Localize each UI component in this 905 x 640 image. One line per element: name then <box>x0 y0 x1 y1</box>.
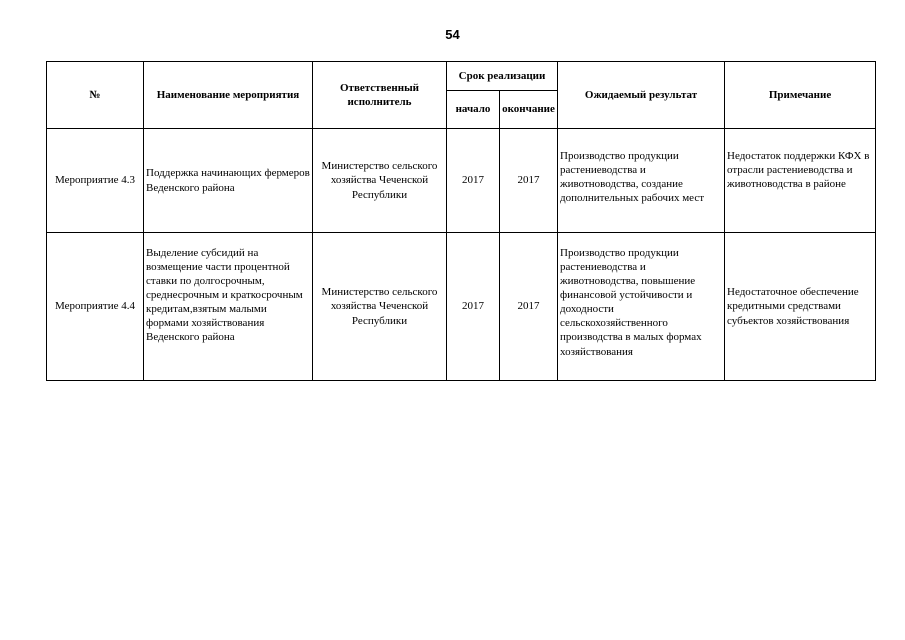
header-start: начало <box>447 91 500 129</box>
table-row <box>47 129 876 233</box>
header-result: Ожидаемый результат <box>558 62 725 129</box>
row-num: Мероприятие 4.4 <box>47 233 144 381</box>
header-executor: Ответственный исполнитель <box>313 62 447 129</box>
row-note: Недостаток поддержки КФХ в отрасли растениеводства и животноводства в районе <box>725 129 876 233</box>
table-row <box>47 233 876 381</box>
header-name: Наименование мероприятия <box>144 62 313 129</box>
header-num: № <box>47 62 144 129</box>
header-note: Примечание <box>725 62 876 129</box>
measures-table <box>46 61 876 381</box>
row-name: Поддержка начинающих фермеров Веденского района <box>144 129 313 233</box>
row-start: 2017 <box>447 233 500 381</box>
row-name: Выделение субсидий на возмещение части процентной ставки по долгосрочным, среднесрочным и краткосрочным кредитам,взятым малыми формами хозяйствования Веденского района <box>144 233 313 381</box>
row-executor: Министерство сельского хозяйства Чеченской Республики <box>313 129 447 233</box>
row-end: 2017 <box>500 129 558 233</box>
page-number: 54 <box>445 27 460 42</box>
header-end: окончание <box>500 91 558 129</box>
header-row <box>47 62 876 91</box>
row-result: Производство продукции растениеводства и животноводства, повышение финансовой устойчивости и доходности сельскохозяйственного производства в малых формах хозяйствования <box>558 233 725 381</box>
row-note: Недостаточное обеспечение кредитными средствами субъектов хозяйствования <box>725 233 876 381</box>
row-result: Производство продукции растениеводства и животноводства, создание дополнительных рабочих мест <box>558 129 725 233</box>
row-executor: Министерство сельского хозяйства Чеченской Республики <box>313 233 447 381</box>
row-end: 2017 <box>500 233 558 381</box>
row-start: 2017 <box>447 129 500 233</box>
row-num: Мероприятие 4.3 <box>47 129 144 233</box>
header-period: Срок реализации <box>447 62 558 91</box>
